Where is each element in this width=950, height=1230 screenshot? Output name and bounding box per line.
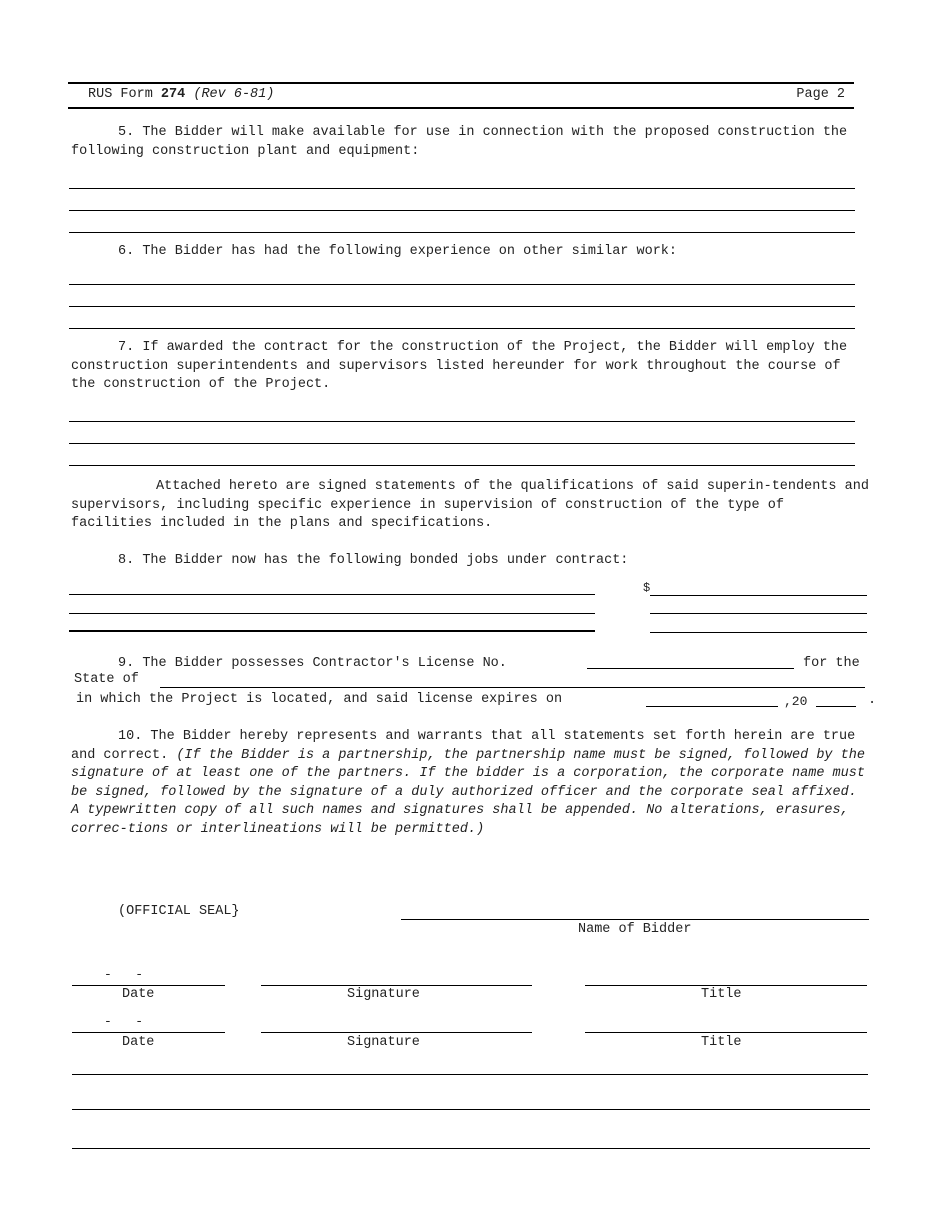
name-of-bidder-label: Name of Bidder xyxy=(578,922,692,937)
date-label-2: Date xyxy=(122,1035,155,1050)
experience-line-3[interactable] xyxy=(69,328,855,329)
form-number: 274 xyxy=(160,87,186,102)
date-label-1: Date xyxy=(122,987,155,1002)
blank-line-3[interactable] xyxy=(72,1148,870,1149)
item-8-number: 8. xyxy=(118,553,135,568)
bidder-name-field[interactable] xyxy=(401,919,869,920)
page-number: Page 2 xyxy=(796,87,845,102)
bonded-job-line-3[interactable] xyxy=(69,630,595,632)
state-of-label: State of xyxy=(74,672,139,687)
period: . xyxy=(868,693,877,708)
equipment-line-1[interactable] xyxy=(69,188,855,189)
experience-line-2[interactable] xyxy=(69,306,855,307)
official-seal-label: (OFFICIAL SEAL} xyxy=(118,904,240,919)
blank-line-2[interactable] xyxy=(72,1109,870,1110)
item-7-number: 7. xyxy=(118,340,135,355)
bonded-amount-line-1[interactable] xyxy=(650,595,867,596)
item-9-number: 9. xyxy=(118,656,135,671)
item-10-text: 10. The Bidder hereby represents and warrants that all statements set forth herein are true and correct. (If the Bidder is a partnership, the partnership name must be signed, followed by the signature of at least one of the partners. If the bidder is a corporation, the corporate name must be signed, followed by the signature of a duly authorized officer and the corporate seal affixed. A typewritten copy of all such names and signatures shall be appended. No alterations, erasures, correc-tions or interlineations will be permitted.) xyxy=(71,729,865,837)
dollar-sign: $ xyxy=(643,581,651,595)
license-number-field[interactable] xyxy=(587,668,794,669)
license-expires-label: in which the Project is located, and said license expires on xyxy=(76,692,563,707)
state-field[interactable] xyxy=(160,687,865,688)
experience-line-1[interactable] xyxy=(69,284,855,285)
title-label-2: Title xyxy=(701,1035,742,1050)
signature-field-2[interactable] xyxy=(261,1032,532,1033)
item-5-number: 5. xyxy=(118,125,135,140)
date-dashes-2: - - xyxy=(104,1014,144,1029)
equipment-line-3[interactable] xyxy=(69,232,855,233)
blank-line-1[interactable] xyxy=(72,1074,868,1075)
title-label-1: Title xyxy=(701,987,742,1002)
item-10-number: 10. xyxy=(118,729,143,744)
license-expiry-year-field[interactable] xyxy=(816,706,856,707)
form-prefix: RUS Form xyxy=(88,87,161,102)
signature-label-1: Signature xyxy=(347,987,420,1002)
bonded-amount-line-2[interactable] xyxy=(650,613,867,614)
license-expiry-date-field[interactable] xyxy=(646,706,778,707)
form-revision: (Rev 6-81) xyxy=(193,87,275,102)
item-5-text: 5. The Bidder will make available for use in connection with the proposed construction the following construction plant and equipment: xyxy=(71,125,848,159)
signature-label-2: Signature xyxy=(347,1035,420,1050)
title-field-2[interactable] xyxy=(585,1032,867,1033)
date-field-2[interactable] xyxy=(72,1032,225,1033)
for-the-label: for the xyxy=(803,656,860,671)
item-6-text: 6. The Bidder has had the following experience on other similar work: xyxy=(118,244,677,259)
supervisors-line-1[interactable] xyxy=(69,421,855,422)
supervisors-line-3[interactable] xyxy=(69,465,855,466)
item-8-text: 8. The Bidder now has the following bonded jobs under contract: xyxy=(118,553,629,568)
form-header xyxy=(68,82,854,109)
supervisors-line-2[interactable] xyxy=(69,443,855,444)
attached-statements-text: Attached hereto are signed statements of the qualifications of said superin-tendents and supervisors, including specific experience in supervision of construction of the type of facilities included in the plans and specifications. xyxy=(71,479,869,532)
year-prefix: ,20 xyxy=(784,694,808,709)
item-7-text: 7. If awarded the contract for the construction of the Project, the Bidder will employ the construction superintendents and supervisors listed hereunder for work throughout the course of the construction of the Project. xyxy=(71,340,848,393)
item-9-text: 9. The Bidder possesses Contractor's License No. xyxy=(118,656,507,671)
bonded-job-line-1[interactable] xyxy=(69,594,595,595)
equipment-line-2[interactable] xyxy=(69,210,855,211)
item-6-number: 6. xyxy=(118,244,135,259)
bonded-amount-line-3[interactable] xyxy=(650,632,867,633)
form-identifier xyxy=(88,86,274,105)
date-dashes-1: - - xyxy=(104,967,144,982)
bonded-job-line-2[interactable] xyxy=(69,613,595,614)
